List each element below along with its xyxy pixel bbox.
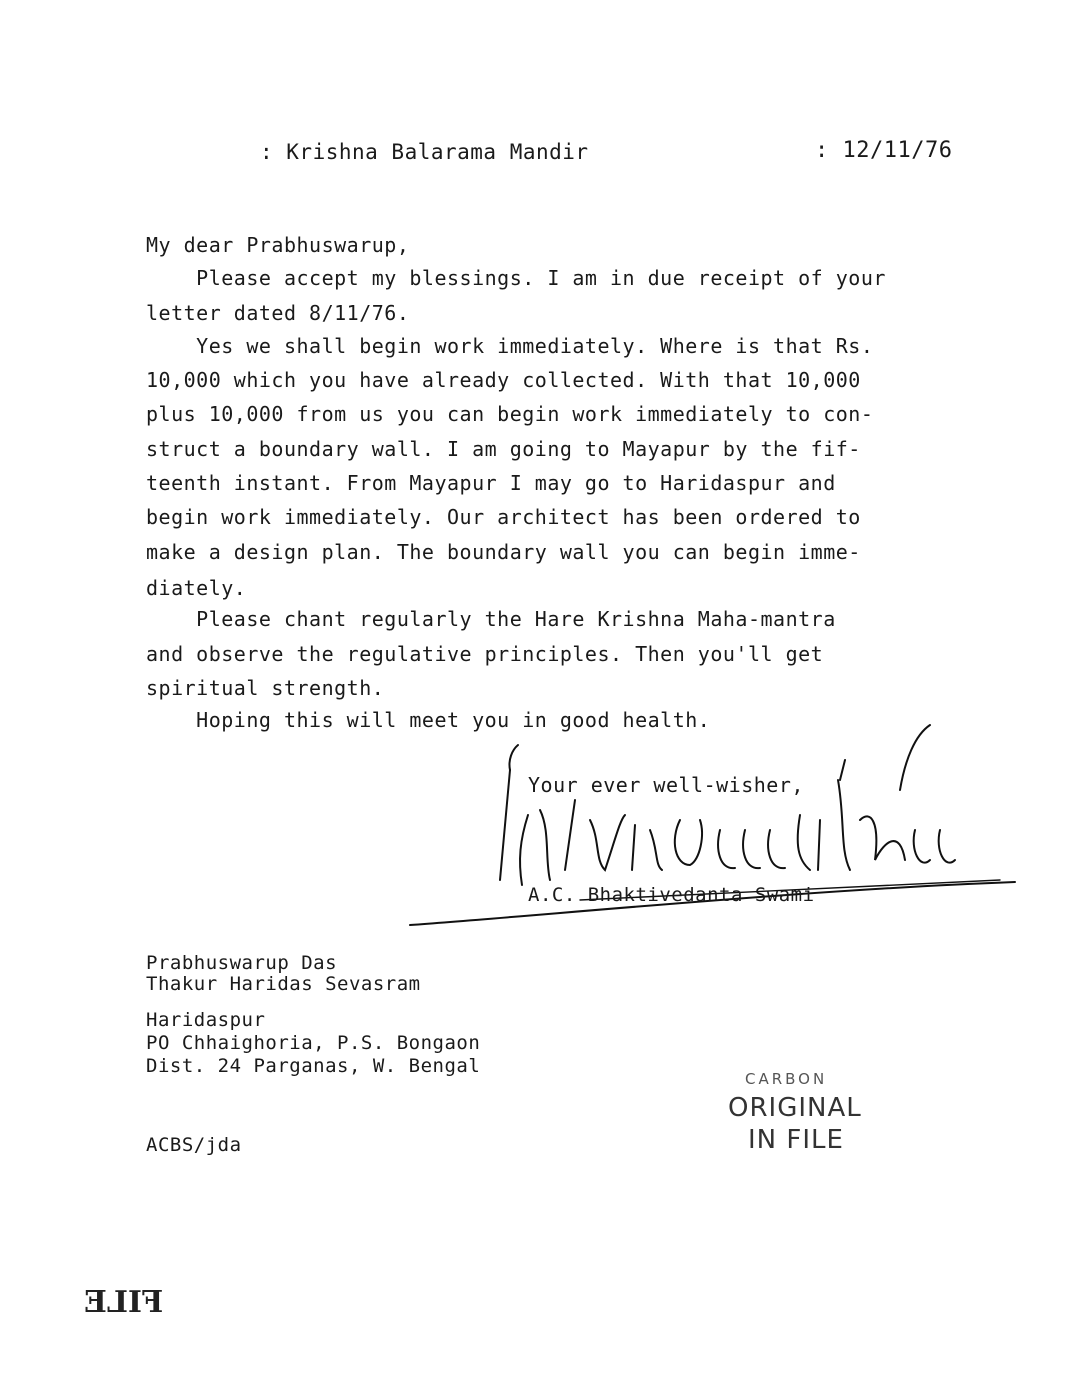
address-line: Prabhuswarup Das xyxy=(146,952,338,974)
salutation: My dear Prabhuswarup, xyxy=(146,233,410,257)
body-line: teenth instant. From Mayapur I may go to Haridaspur and xyxy=(146,471,836,495)
original-stamp-line2: IN FILE xyxy=(748,1125,844,1155)
body-line: letter dated 8/11/76. xyxy=(146,301,410,325)
body-line: 10,000 which you have already collected. With that 10,000 xyxy=(146,368,861,392)
handwritten-signature xyxy=(400,720,1020,940)
letterhead-place: : Krishna Balarama Mandir xyxy=(260,140,589,164)
body-line: Please accept my blessings. I am in due receipt of your xyxy=(146,266,886,290)
carbon-stamp-label: CARBON xyxy=(745,1070,828,1088)
body-line: diately. xyxy=(146,576,247,600)
body-line: begin work immediately. Our architect has been ordered to xyxy=(146,505,861,529)
body-line: struct a boundary wall. I am going to Mayapur by the fif- xyxy=(146,437,861,461)
original-stamp-line1: ORIGINAL xyxy=(728,1093,862,1123)
address-line: Haridaspur xyxy=(146,1009,266,1031)
body-line: make a design plan. The boundary wall you can begin imme- xyxy=(146,540,861,564)
address-line: PO Chhaighoria, P.S. Bongaon xyxy=(146,1032,481,1054)
body-line: Please chant regularly the Hare Krishna Maha-mantra xyxy=(146,607,836,631)
closing: Your ever well-wisher, xyxy=(528,773,804,797)
address-line: Dist. 24 Parganas, W. Bengal xyxy=(146,1055,481,1077)
address-line: Thakur Haridas Sevasram xyxy=(146,973,421,995)
file-mark: FILE xyxy=(84,1285,164,1320)
letter-date: : 12/11/76 xyxy=(815,138,953,163)
body-line: Yes we shall begin work immediately. Where is that Rs. xyxy=(146,334,874,358)
body-line: Hoping this will meet you in good health. xyxy=(146,708,711,732)
body-line: and observe the regulative principles. Then you'll get xyxy=(146,642,824,666)
signatory-name: A.C. Bhaktivedanta Swami xyxy=(528,884,815,906)
body-line: plus 10,000 from us you can begin work immediately to con- xyxy=(146,402,874,426)
reference-initials: ACBS/jda xyxy=(146,1134,242,1156)
body-line: spiritual strength. xyxy=(146,676,385,700)
